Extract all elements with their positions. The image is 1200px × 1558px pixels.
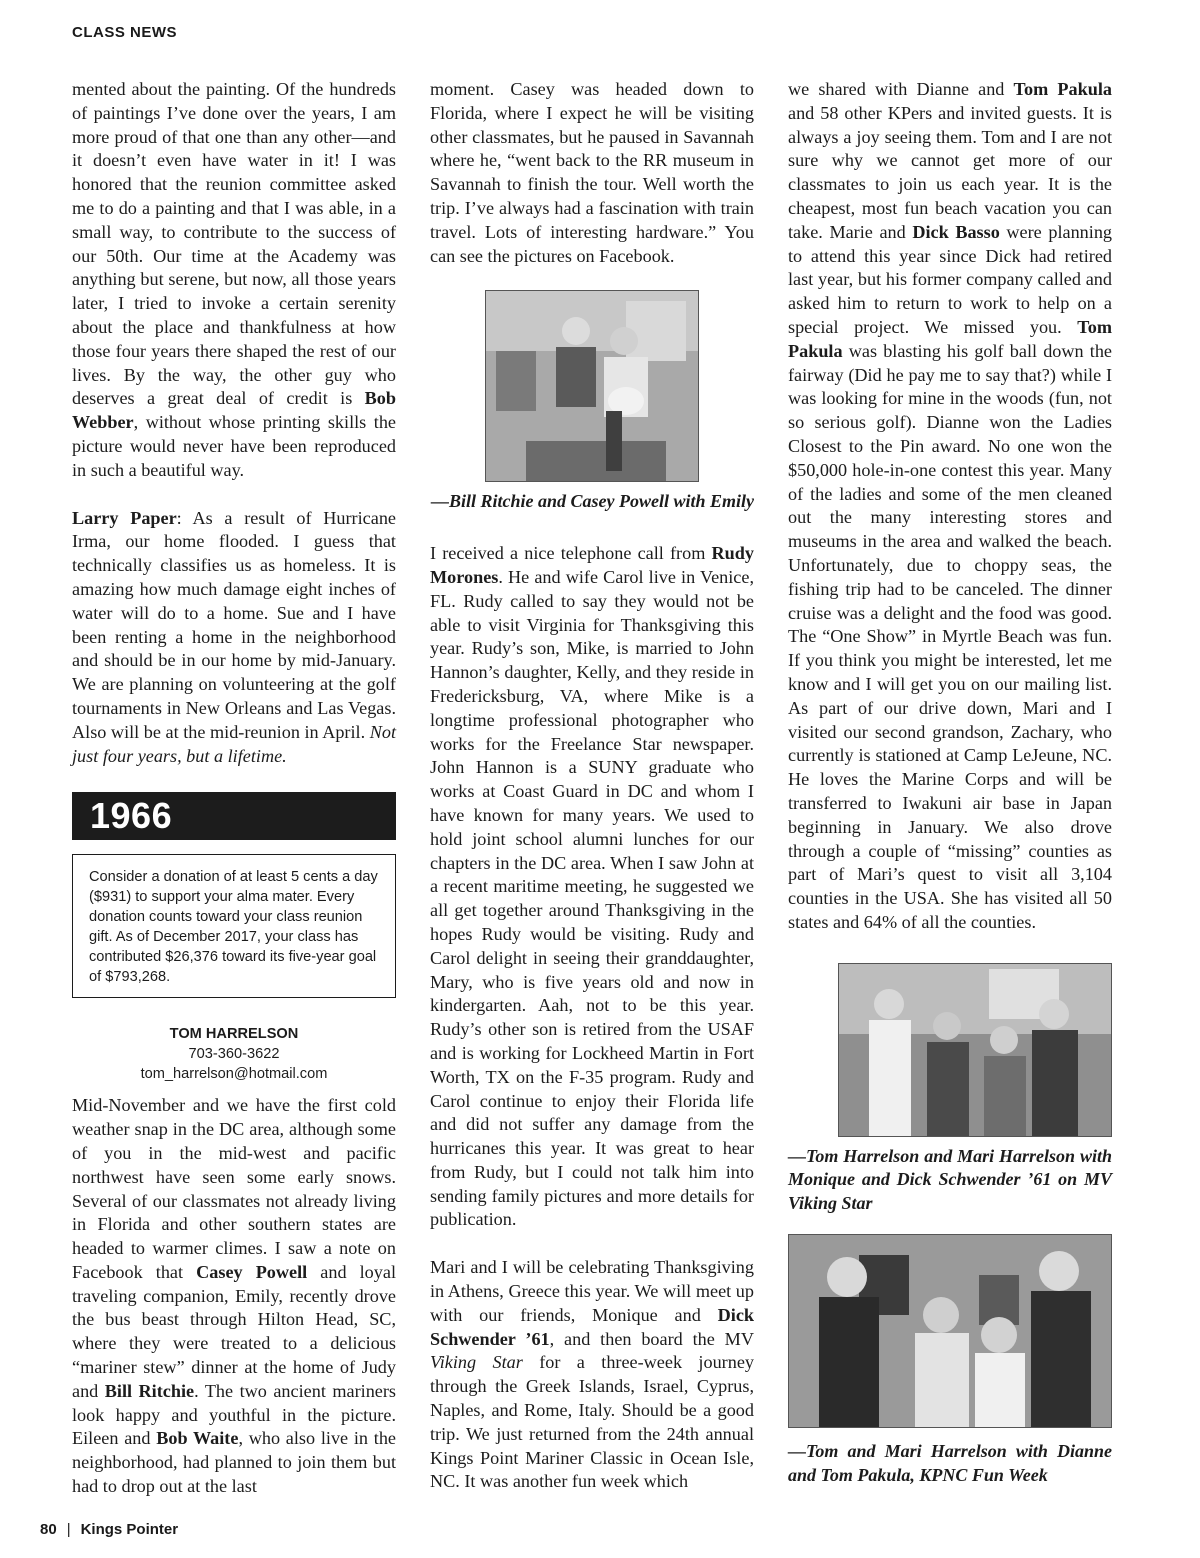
contact-phone: 703-360-3622	[188, 1046, 280, 1063]
column-1	[72, 78, 396, 1499]
photo-caption-kpnc-fun-week: —Tom and Mari Harrelson with Dianne and Tom Pakula, KPNC Fun Week	[788, 1441, 1112, 1485]
photo-caption-viking-star: —Tom Harrelson and Mari Harrelson with Monique and Dick Schwender ’61 on MV Viking Star	[788, 1145, 1112, 1214]
class-contact	[72, 1024, 396, 1084]
footer-separator: |	[66, 1521, 71, 1538]
paragraph-kpnc-week: we shared with Dianne and Tom Pakula and 58 other KPers and invited guests. It is always a joy seeing them. Tom and I are not sure why we cannot get more of our classmates to join us each year. It is the cheapest, most fun beach vacation you can take. Marie and Dick Basso were planning to attend this year since Dick had retired last year, but his former company called and asked him to return to work to help on a special project. We missed you. Tom Pakula was blasting his golf ball down the fairway (Did he pay me to say that?) while I was looking for mine in the woods (fun, not so serious golf). Dianne won the Ladies Closest to the Pin award. No one won the $50,000 hole-in-one contest this year. Many of the ladies and some of the men cleaned out the many interesting stores and museums in the area and walked the beach. Unfortunately, due to choppy seas, the fishing trip had to be canceled. The dinner cruise was a delight and the food was good. The “One Show” in Myrtle Beach was fun. If you think you might be interested, let me know and I will get you on our mailing list. As part of our drive down, Mari and I visited our second grandson, Zachary, who currently is stationed at Camp LeJeune, NC. He loves the Marine Corps and will be transferred to Iwakuni air base in Japan beginning in January. We also drove through a couple of “missing” counties as part of Mari’s quest to visit all 3,104 counties in the USA. She has visited all 50 states and 64% of all the counties.	[788, 79, 1113, 932]
page-number: 80	[40, 1521, 57, 1538]
paragraph-casey-trip: moment. Casey was headed down to Florida, where I expect he will be visiting other classmates, but he paused in Savannah where he, “went back to the RR museum in Savannah to finish the tour. Well worth the trip. I’ve always had a fascination with train travel. Lots of interesting hardware.” You can see the pictures on Facebook.	[430, 79, 754, 266]
column-3	[788, 78, 1112, 1488]
class-year-banner: 1966	[72, 792, 396, 840]
paragraph-painting: mented about the painting. Of the hundreds of paintings I’ve done over the years, I am more proud of that one than any other—and it doesn’t even have water in it! I was honored that the reunion committee asked me to do a painting and that I was able, in a small way, to contribute to the success of our 50th. Our time at the Academy was anything but serene, but now, all those years later, I tried to invoke a certain serenity about the place and thankfulness at how those four years there shaped the rest of our lives. By the way, the other guy who deserves a great deal of credit is Bob Webber, without whose printing skills the picture would never have been reproduced in such a beautiful way.	[72, 79, 396, 480]
paragraph-rudy-morones: I received a nice telephone call from Rudy Morones. He and wife Carol live in Venice, FL. Rudy called to say they would not be able to visit Virginia for Thanksgiving this year. Rudy’s son, Mike, is married to John Hannon’s daughter, Kelly, and they reside in Fredericksburg, VA, where Mike is a longtime professional photographer who works for the Freelance Star newspaper. John Hannon is a SUNY graduate who works at Coast Guard in DC and whom I have known for many years. We used to hold joint school alumni lunches for our chapters in the DC area. When I saw John at a recent maritime meeting, he suggested we all get together around Thanksgiving in the hopes Rudy would be visiting. Rudy and Carol delight in seeing their granddaughter, Mary, who is five years old and now in kindergarten. Aah, not to be this year. Rudy’s other son is retired from the USAF and is working for Lockheed Martin in Fort Worth, TX on the F-35 program. Rudy and Carol continue to enjoy their Florida life and did not suffer any damage from the hurricanes this year. It was great to hear from Rudy, but I could not talk him into sending family pictures and more details for publication.	[430, 543, 754, 1230]
photo-caption-ritchie-powell: —Bill Ritchie and Casey Powell with Emily	[430, 491, 754, 512]
page-footer	[40, 1521, 178, 1538]
photo-kpnc-fun-week	[788, 1234, 1112, 1428]
contact-email: tom_harrelson@hotmail.com	[140, 1066, 328, 1083]
paragraph-larry-paper: Larry Paper: As a result of Hurricane Irma, our home flooded. I guess that technically classifies us as homeless. It is amazing how much damage eight inches of water will do to a home. Sue and I have been renting a home in the neighborhood and should be in our home by mid-January. We are planning on volunteering at the golf tournaments in New Orleans and Las Vegas. Also will be at the mid-reunion in April. Not just four years, but a lifetime.	[72, 507, 396, 766]
photo-ritchie-powell	[485, 290, 699, 482]
column-2	[430, 78, 754, 1494]
section-header: CLASS NEWS	[72, 24, 178, 41]
publication-name: Kings Pointer	[80, 1521, 179, 1538]
paragraph-mid-november: Mid-November and we have the first cold weather snap in the DC area, although some of you in the mid-west and pacific northwest have seen some early snows. Several of our classmates not already living in Florida and other southern states are headed to warmer climes. I saw a note on Facebook that Casey Powell and loyal traveling companion, Emily, recently drove the bus beast through Hilton Head, SC, where they were treated to a delicious “mariner stew” dinner at the home of Judy and Bill Ritchie. The two ancient mariners look happy and youthful in the picture. Eileen and Bob Waite, who also live in the neighborhood, had planned to join them but had to drop out at the last	[72, 1095, 396, 1497]
donation-box: Consider a donation of at least 5 cents a day ($931) to support your alma mater. Every donation counts toward your class reunion gift. As of December 2017, your class has contributed $26,376 toward its five-year goal of $793,268.	[72, 854, 396, 998]
contact-name: TOM HARRELSON	[169, 1026, 299, 1043]
photo-viking-star	[838, 963, 1112, 1137]
paragraph-thanksgiving: Mari and I will be celebrating Thanksgiving in Athens, Greece this year. We will meet up with our friends, Monique and Dick Schwender ’61, and then board the MV Viking Star for a three-week journey through the Greek Islands, Israel, Cyprus, Naples, and Rome, Italy. Should be a good trip. We just returned from the 24th annual Kings Point Mariner Classic in Ocean Isle, NC. It was another fun week which	[430, 1257, 754, 1492]
